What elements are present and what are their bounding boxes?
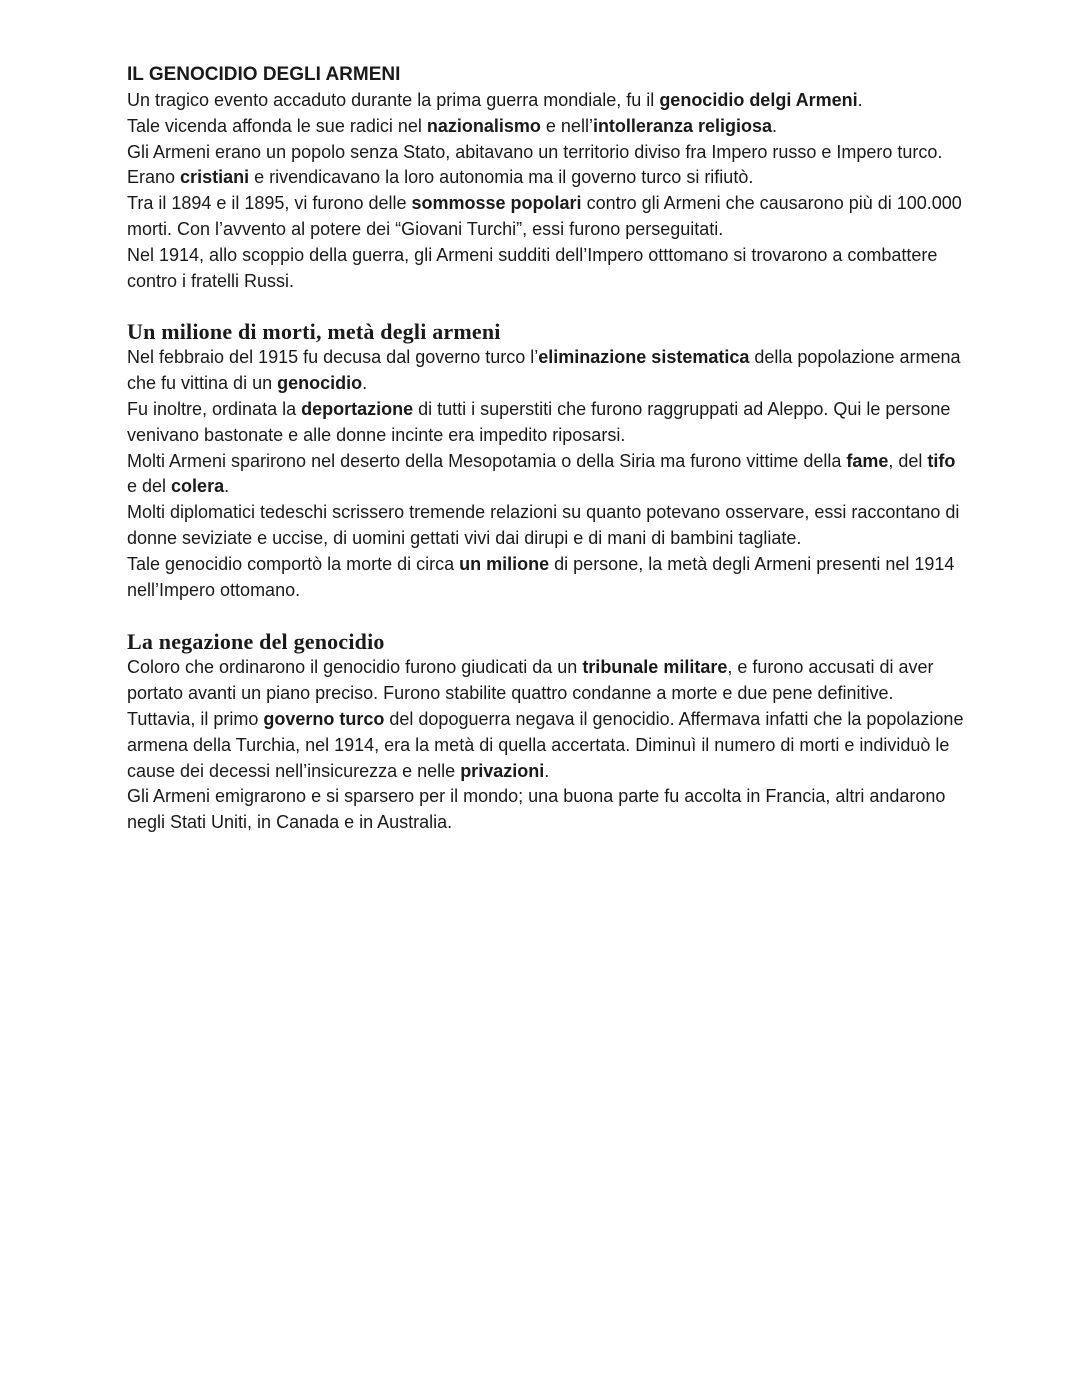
bold-term: tribunale militare [582, 657, 728, 678]
paragraph: Molti diplomatici tedeschi scrissero tremende relazioni su quanto potevano osservare, essi raccontano di donne seviziate e uccise, di uomini gettati vivi dai dirupi e di mani di bambini tagliate. [127, 502, 960, 548]
paragraph: Coloro che ordinarono il genocidio furono giudicati da un tribunale militare, e furono accusati di aver portato avanti un piano preciso. Furono stabilite quattro condanne a morte e due pene definitive. [127, 657, 934, 704]
paragraph: Tale genocidio comportò la morte di circa un milione di persone, la metà degli Armeni presenti nel 1914 nell’Impero ottomano. [127, 553, 955, 600]
paragraph: Gli Armeni emigrarono e si sparsero per il mondo; una buona parte fu accolta in Francia, altri andarono negli Stati Uniti, in Canada e in Australia. [127, 786, 946, 833]
bold-term: colera [171, 476, 225, 497]
bold-term: tifo [927, 450, 956, 471]
bold-term: nazionalismo [426, 115, 541, 136]
paragraph: Tuttavia, il primo governo turco del dopoguerra negava il genocidio. Affermava infatti che la popolazione armena della Turchia, nel 1914, era la metà di quella accertata. Diminuì il numero di morti e individuò le cause dei decessi nell’insicurezza e nelle privazioni. [127, 708, 964, 781]
paragraph: Nel febbraio del 1915 fu decusa dal governo turco l’eliminazione sistematica della popolazione armena che fu vittina di un genocidio. [127, 347, 961, 394]
bold-term: cristiani [180, 167, 250, 188]
bold-term: eliminazione sistematica [538, 347, 750, 368]
paragraph: Gli Armeni erano un popolo senza Stato, abitavano un territorio diviso fra Impero russo e Impero turco. Erano cristiani e rivendicavano la loro autonomia ma il governo turco si rifiutò. [127, 141, 943, 188]
paragraph: Nel 1914, allo scoppio della guerra, gli Armeni sudditi dell’Impero otttomano si trovarono a combattere contro i fratelli Russi. [127, 244, 938, 291]
bold-term: deportazione [301, 398, 414, 419]
section-heading: Un milione di morti, metà degli armeni [127, 319, 501, 345]
document-page [127, 62, 967, 836]
section-heading: La negazione del genocidio [127, 629, 385, 655]
bold-term: intolleranza religiosa [592, 115, 772, 136]
bold-term: fame [846, 450, 889, 471]
paragraph: Fu inoltre, ordinata la deportazione di tutti i superstiti che furono raggruppati ad Aleppo. Qui le persone venivano bastonate e alle donne incinte era impedito riposarsi. [127, 398, 951, 445]
bold-term: sommosse popolari [411, 193, 582, 214]
paragraph: Tale vicenda affonda le sue radici nel nazionalismo e nell’intolleranza religiosa. [127, 115, 778, 136]
intro-section [127, 88, 967, 294]
section-deaths [127, 319, 967, 603]
section-denial [127, 629, 967, 836]
bold-term: genocidio [277, 373, 363, 394]
bold-term: governo turco [263, 708, 385, 729]
paragraph: Molti Armeni sparirono nel deserto della Mesopotamia o della Siria ma furono vittime della fame, del tifo e del colera. [127, 450, 956, 497]
paragraph: Tra il 1894 e il 1895, vi furono delle sommosse popolari contro gli Armeni che causarono più di 100.000 morti. Con l’avvento al potere dei “Giovani Turchi”, essi furono perseguitati. [127, 193, 962, 239]
document-title: IL GENOCIDIO DEGLI ARMENI [127, 64, 401, 85]
bold-term: un milione [459, 553, 550, 574]
bold-term: privazioni [460, 760, 545, 781]
paragraph: Un tragico evento accaduto durante la prima guerra mondiale, fu il genocidio delgi Armeni. [127, 90, 863, 110]
bold-term: genocidio delgi Armeni [659, 90, 858, 110]
